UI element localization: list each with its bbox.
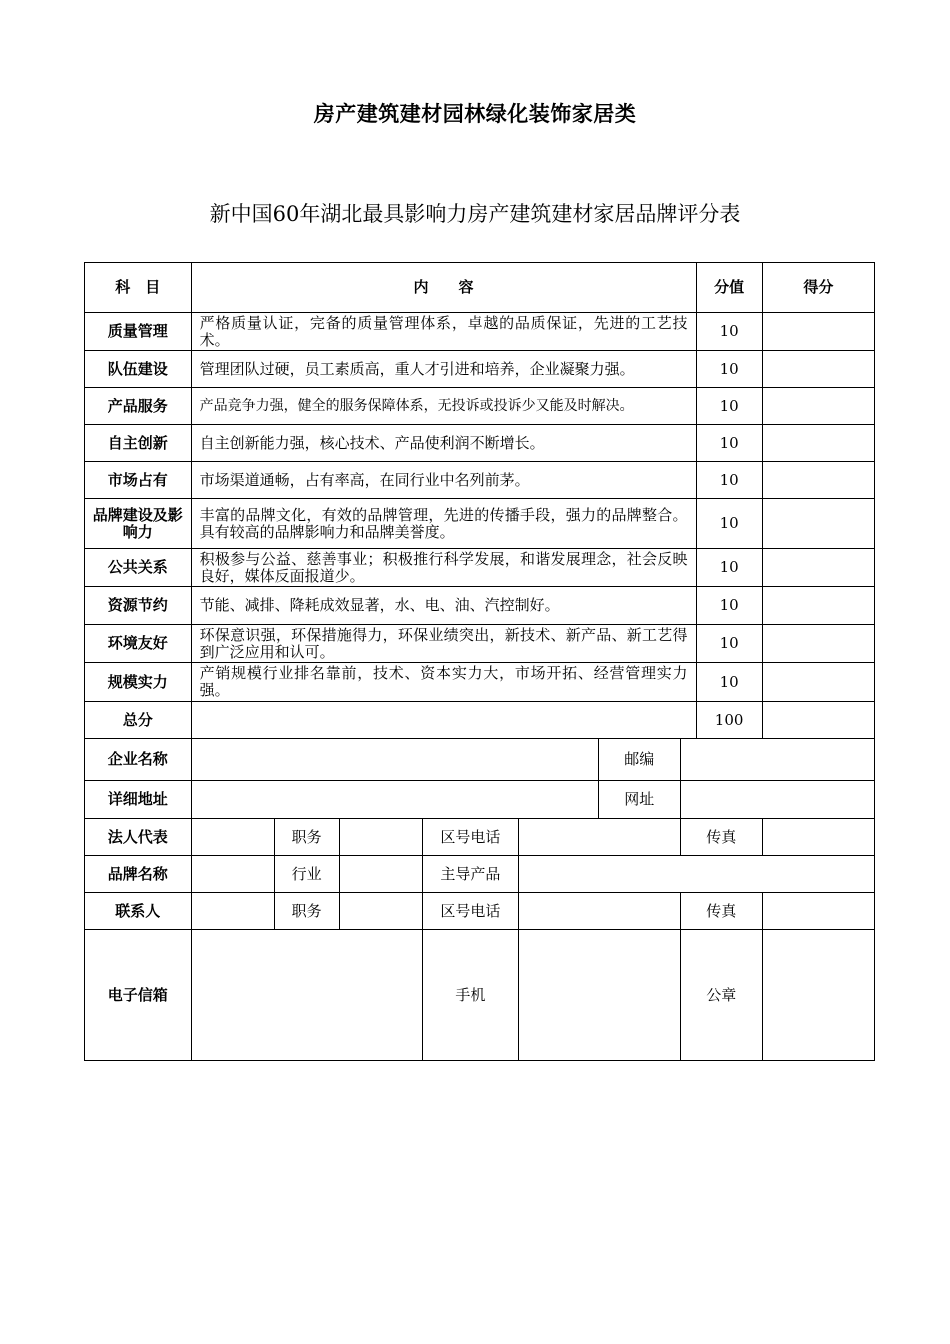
fax-label: 传真 <box>680 893 762 930</box>
row-content: 产品竞争力强，健全的服务保障体系，无投诉或投诉少又能及时解决。 <box>191 388 696 425</box>
row-score-field[interactable] <box>762 625 874 663</box>
row-content: 产销规模行业排名靠前，技术、资本实力大，市场开拓、经营管理实力强。 <box>191 663 696 702</box>
row-subject: 自主创新 <box>85 425 192 462</box>
header-subject: 科 目 <box>85 263 192 313</box>
table-row <box>85 549 875 587</box>
row-content: 环保意识强，环保措施得力，环保业绩突出，新技术、新产品、新工艺得到广泛应用和认可。 <box>191 625 696 663</box>
scoring-form-table <box>84 262 875 1061</box>
brand-name-field[interactable] <box>191 856 274 893</box>
table-row <box>85 587 875 625</box>
table-row <box>85 425 875 462</box>
website-field[interactable] <box>680 781 874 819</box>
row-content: 丰富的品牌文化，有效的品牌管理，先进的传播手段，强力的品牌整合。具有较高的品牌影响力和品牌美誉度。 <box>191 499 696 549</box>
area-phone-field[interactable] <box>519 893 681 930</box>
website-label: 网址 <box>598 781 680 819</box>
mobile-field[interactable] <box>519 930 681 1061</box>
main-product-field[interactable] <box>519 856 875 893</box>
header-score: 得分 <box>762 263 874 313</box>
company-name-field[interactable] <box>191 739 598 781</box>
table-row <box>85 313 875 351</box>
row-subject: 品牌建设及影响力 <box>85 499 192 549</box>
row-subject: 产品服务 <box>85 388 192 425</box>
row-value: 10 <box>696 587 762 625</box>
row-score-field[interactable] <box>762 462 874 499</box>
row-subject: 规模实力 <box>85 663 192 702</box>
row-value: 10 <box>696 425 762 462</box>
seal-label: 公章 <box>680 930 762 1061</box>
row-value: 10 <box>696 663 762 702</box>
row-score-field[interactable] <box>762 549 874 587</box>
email-field[interactable] <box>191 930 422 1061</box>
row-content: 自主创新能力强，核心技术、产品使利润不断增长。 <box>191 425 696 462</box>
contact-row <box>85 893 875 930</box>
row-value: 10 <box>696 549 762 587</box>
industry-label: 行业 <box>274 856 339 893</box>
row-subject: 市场占有 <box>85 462 192 499</box>
row-value: 10 <box>696 625 762 663</box>
brand-row <box>85 856 875 893</box>
row-subject: 资源节约 <box>85 587 192 625</box>
legal-rep-label: 法人代表 <box>85 819 192 856</box>
postcode-field[interactable] <box>680 739 874 781</box>
row-content: 积极参与公益、慈善事业；积极推行科学发展，和谐发展理念，社会反映良好，媒体反面报道少。 <box>191 549 696 587</box>
brand-name-label: 品牌名称 <box>85 856 192 893</box>
row-score-field[interactable] <box>762 499 874 549</box>
postcode-label: 邮编 <box>598 739 680 781</box>
company-name-label: 企业名称 <box>85 739 192 781</box>
address-row <box>85 781 875 819</box>
address-field[interactable] <box>191 781 598 819</box>
row-content: 市场渠道通畅，占有率高，在同行业中名列前茅。 <box>191 462 696 499</box>
header-content: 内 容 <box>191 263 696 313</box>
row-value: 10 <box>696 313 762 351</box>
header-row <box>85 263 875 313</box>
area-phone-field[interactable] <box>519 819 681 856</box>
total-label: 总分 <box>85 702 192 739</box>
mobile-label: 手机 <box>422 930 518 1061</box>
position-field[interactable] <box>339 893 422 930</box>
fax-label: 传真 <box>680 819 762 856</box>
position-label: 职务 <box>274 819 339 856</box>
row-score-field[interactable] <box>762 313 874 351</box>
address-label: 详细地址 <box>85 781 192 819</box>
row-score-field[interactable] <box>762 663 874 702</box>
contact-label: 联系人 <box>85 893 192 930</box>
area-phone-label: 区号电话 <box>422 819 518 856</box>
contact-field[interactable] <box>191 893 274 930</box>
table-row <box>85 351 875 388</box>
email-label: 电子信箱 <box>85 930 192 1061</box>
industry-field[interactable] <box>339 856 422 893</box>
row-score-field[interactable] <box>762 425 874 462</box>
email-row <box>85 930 875 1061</box>
total-content-field[interactable] <box>191 702 696 739</box>
table-row <box>85 462 875 499</box>
legal-rep-field[interactable] <box>191 819 274 856</box>
position-field[interactable] <box>339 819 422 856</box>
row-content: 节能、减排、降耗成效显著，水、电、油、汽控制好。 <box>191 587 696 625</box>
row-value: 10 <box>696 351 762 388</box>
row-score-field[interactable] <box>762 587 874 625</box>
row-subject: 质量管理 <box>85 313 192 351</box>
position-label: 职务 <box>274 893 339 930</box>
row-score-field[interactable] <box>762 351 874 388</box>
total-row <box>85 702 875 739</box>
table-row <box>85 499 875 549</box>
total-value: 100 <box>696 702 762 739</box>
seal-field[interactable] <box>762 930 874 1061</box>
row-subject: 公共关系 <box>85 549 192 587</box>
document-title: 房产建筑建材园林绿化装饰家居类 <box>313 102 637 126</box>
area-phone-label: 区号电话 <box>422 893 518 930</box>
fax-field[interactable] <box>762 893 874 930</box>
row-subject: 队伍建设 <box>85 351 192 388</box>
table-row <box>85 625 875 663</box>
total-score-field[interactable] <box>762 702 874 739</box>
main-product-label: 主导产品 <box>422 856 518 893</box>
form-subtitle: 新中国60年湖北最具影响力房产建筑建材家居品牌评分表 <box>209 202 741 226</box>
legal-rep-row <box>85 819 875 856</box>
fax-field[interactable] <box>762 819 874 856</box>
row-value: 10 <box>696 462 762 499</box>
row-value: 10 <box>696 499 762 549</box>
header-value: 分值 <box>696 263 762 313</box>
row-subject: 环境友好 <box>85 625 192 663</box>
row-value: 10 <box>696 388 762 425</box>
row-content: 管理团队过硬，员工素质高，重人才引进和培养，企业凝聚力强。 <box>191 351 696 388</box>
row-content: 严格质量认证，完备的质量管理体系，卓越的品质保证，先进的工艺技术。 <box>191 313 696 351</box>
table-row <box>85 663 875 702</box>
company-row <box>85 739 875 781</box>
table-row <box>85 388 875 425</box>
row-score-field[interactable] <box>762 388 874 425</box>
